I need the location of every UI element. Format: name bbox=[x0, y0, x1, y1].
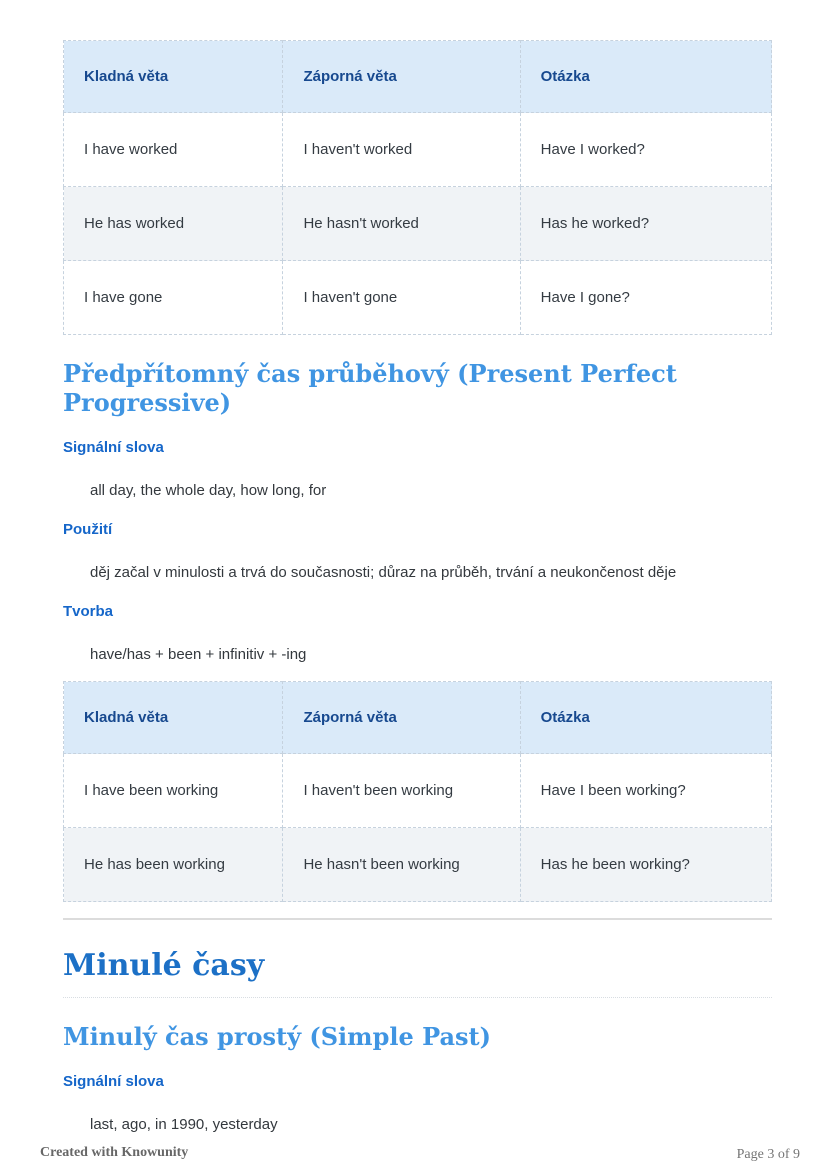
table-header-cell: Kladná věta bbox=[64, 682, 283, 754]
table-cell: Have I worked? bbox=[520, 113, 771, 187]
table-row bbox=[64, 113, 772, 187]
table-cell: I have been working bbox=[64, 754, 283, 828]
usage-label: Použití bbox=[63, 521, 113, 538]
table-cell: Has he been working? bbox=[520, 828, 771, 902]
document-content bbox=[63, 40, 772, 1133]
usage-text: děj začal v minulosti a trvá do současnosti; důraz na průběh, trvání a neukončenost děje bbox=[90, 564, 677, 581]
table-header-cell: Otázka bbox=[520, 682, 771, 754]
table-cell: He has worked bbox=[64, 187, 283, 261]
table-cell: Have I been working? bbox=[520, 754, 771, 828]
section-divider bbox=[63, 918, 772, 920]
form-label: Tvorba bbox=[63, 603, 114, 620]
table-header-row bbox=[64, 41, 772, 113]
section-title-simple-past: Minulý čas prostý (Simple Past) bbox=[63, 1022, 491, 1051]
footer-page-number: Page 3 of 9 bbox=[736, 1147, 800, 1162]
table-cell: Have I gone? bbox=[520, 261, 771, 335]
table-cell: I have gone bbox=[64, 261, 283, 335]
table-cell: He hasn't worked bbox=[283, 187, 520, 261]
table-row bbox=[64, 828, 772, 902]
signal-words-text: all day, the whole day, how long, for bbox=[90, 482, 327, 499]
table-header-cell: Záporná věta bbox=[283, 682, 520, 754]
table-row bbox=[64, 187, 772, 261]
present-perfect-table bbox=[63, 40, 772, 335]
table-cell: Has he worked? bbox=[520, 187, 771, 261]
table-header-cell: Záporná věta bbox=[283, 41, 520, 113]
signal-words-label: Signální slova bbox=[63, 439, 164, 456]
table-cell: He has been working bbox=[64, 828, 283, 902]
table-cell: He hasn't been working bbox=[283, 828, 520, 902]
table-cell: I haven't gone bbox=[283, 261, 520, 335]
chapter-title-past-tenses: Minulé časy bbox=[63, 948, 772, 998]
section-title-present-perfect-progressive: Předpřítomný čas průběhový (Present Perfect Progressive) bbox=[63, 359, 677, 417]
table-row bbox=[64, 261, 772, 335]
present-perfect-progressive-table bbox=[63, 681, 772, 902]
table-header-cell: Otázka bbox=[520, 41, 771, 113]
table-cell: I haven't worked bbox=[283, 113, 520, 187]
table-cell: I haven't been working bbox=[283, 754, 520, 828]
signal-words-label-simple-past: Signální slova bbox=[63, 1073, 164, 1090]
table-header-row bbox=[64, 682, 772, 754]
footer-branding: Created with Knowunity bbox=[40, 1145, 189, 1160]
table-row bbox=[64, 754, 772, 828]
form-text: have/has + been + infinitiv + -ing bbox=[90, 646, 307, 663]
table-cell: I have worked bbox=[64, 113, 283, 187]
table-header-cell: Kladná věta bbox=[64, 41, 283, 113]
signal-words-text-simple-past: last, ago, in 1990, yesterday bbox=[90, 1116, 278, 1133]
